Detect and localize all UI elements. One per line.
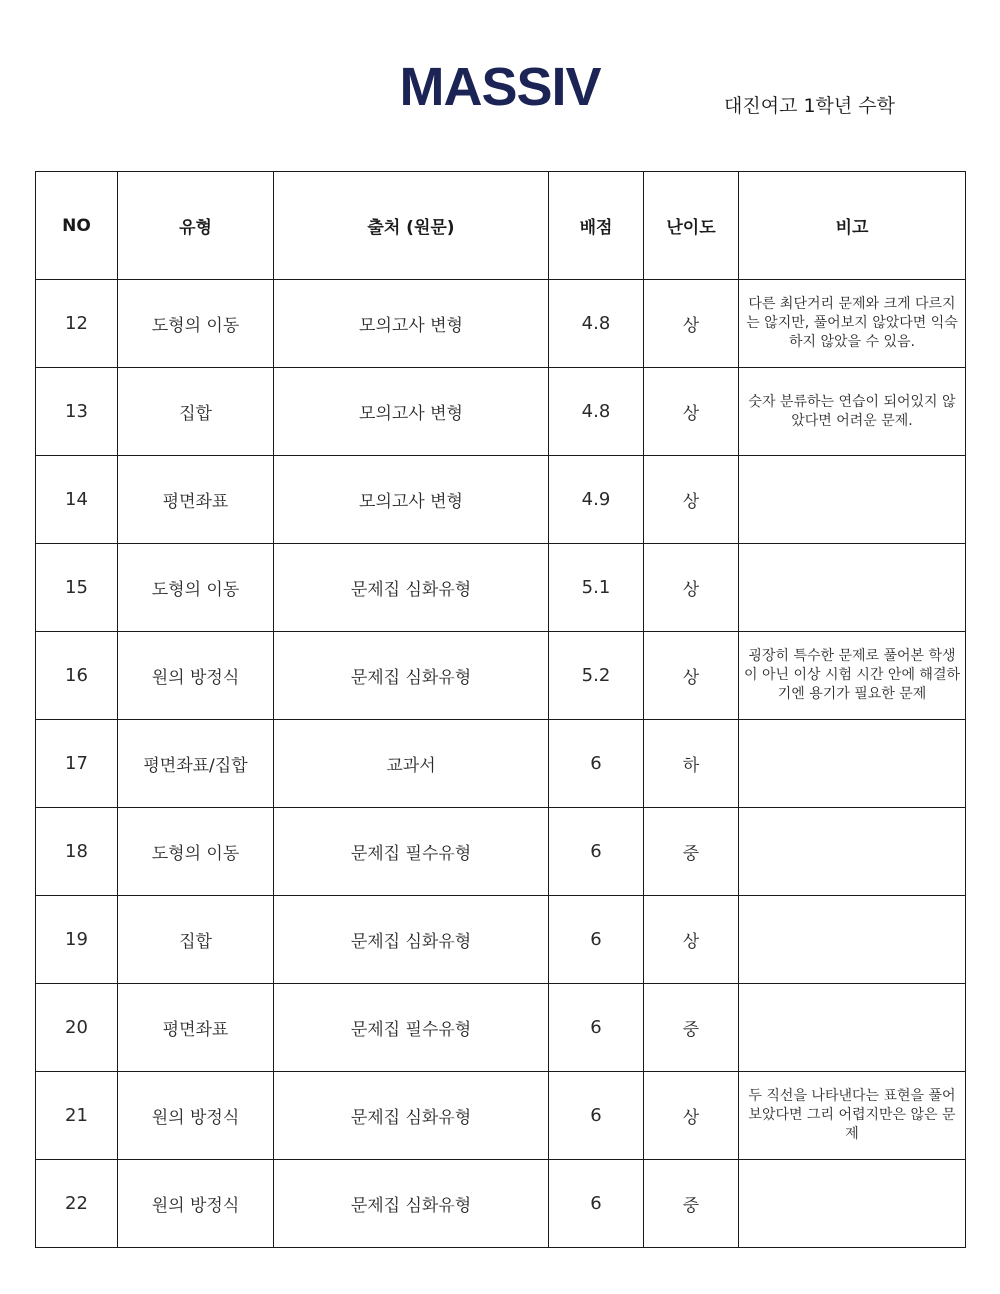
cell-no: 16 xyxy=(36,632,118,720)
table-row xyxy=(36,456,966,544)
cell-score: 6 xyxy=(549,896,644,984)
table-row xyxy=(36,1072,966,1160)
cell-note: 숫자 분류하는 연습이 되어있지 않았다면 어려운 문제. xyxy=(739,368,966,456)
cell-no: 21 xyxy=(36,1072,118,1160)
cell-note xyxy=(739,808,966,896)
cell-difficulty: 중 xyxy=(644,1160,739,1248)
cell-no: 18 xyxy=(36,808,118,896)
cell-difficulty: 상 xyxy=(644,368,739,456)
cell-note: 굉장히 특수한 문제로 풀어본 학생이 아닌 이상 시험 시간 안에 해결하기엔 용기가 필요한 문제 xyxy=(739,632,966,720)
cell-note: 다른 최단거리 문제와 크게 다르지는 않지만, 풀어보지 않았다면 익숙하지 않았을 수 있음. xyxy=(739,280,966,368)
cell-source: 문제집 심화유형 xyxy=(274,1160,549,1248)
cell-difficulty: 하 xyxy=(644,720,739,808)
document-subtitle: 대진여고 1학년 수학 xyxy=(724,95,895,117)
cell-type: 원의 방정식 xyxy=(118,632,274,720)
table-row xyxy=(36,1160,966,1248)
cell-score: 5.2 xyxy=(549,632,644,720)
cell-note xyxy=(739,456,966,544)
cell-source: 교과서 xyxy=(274,720,549,808)
cell-score: 4.8 xyxy=(549,280,644,368)
cell-difficulty: 중 xyxy=(644,808,739,896)
brand-logo: MASSIV xyxy=(399,57,601,117)
cell-difficulty: 상 xyxy=(644,280,739,368)
cell-source: 문제집 심화유형 xyxy=(274,1072,549,1160)
cell-no: 13 xyxy=(36,368,118,456)
cell-type: 평면좌표 xyxy=(118,984,274,1072)
cell-note: 두 직선을 나타낸다는 표현을 풀어보았다면 그리 어렵지만은 않은 문제 xyxy=(739,1072,966,1160)
cell-difficulty: 상 xyxy=(644,544,739,632)
cell-score: 6 xyxy=(549,720,644,808)
cell-type: 도형의 이동 xyxy=(118,544,274,632)
cell-source: 문제집 심화유형 xyxy=(274,632,549,720)
cell-score: 6 xyxy=(549,984,644,1072)
table-row xyxy=(36,808,966,896)
cell-no: 22 xyxy=(36,1160,118,1248)
cell-score: 5.1 xyxy=(549,544,644,632)
table-row xyxy=(36,984,966,1072)
table-row xyxy=(36,368,966,456)
cell-no: 19 xyxy=(36,896,118,984)
cell-score: 6 xyxy=(549,808,644,896)
cell-score: 6 xyxy=(549,1072,644,1160)
cell-difficulty: 상 xyxy=(644,456,739,544)
cell-type: 집합 xyxy=(118,368,274,456)
cell-type: 평면좌표 xyxy=(118,456,274,544)
cell-source: 문제집 필수유형 xyxy=(274,984,549,1072)
cell-type: 도형의 이동 xyxy=(118,280,274,368)
column-header-note: 비고 xyxy=(739,172,966,280)
cell-difficulty: 상 xyxy=(644,1072,739,1160)
cell-difficulty: 상 xyxy=(644,896,739,984)
cell-source: 모의고사 변형 xyxy=(274,368,549,456)
column-header-difficulty: 난이도 xyxy=(644,172,739,280)
table-row xyxy=(36,280,966,368)
column-header-no: NO xyxy=(36,172,118,280)
column-header-type: 유형 xyxy=(118,172,274,280)
cell-no: 17 xyxy=(36,720,118,808)
cell-note xyxy=(739,896,966,984)
cell-source: 문제집 필수유형 xyxy=(274,808,549,896)
table-row xyxy=(36,544,966,632)
table-header-row xyxy=(36,172,966,280)
cell-note xyxy=(739,544,966,632)
cell-type: 평면좌표/집합 xyxy=(118,720,274,808)
cell-type: 집합 xyxy=(118,896,274,984)
column-header-source: 출처 (원문) xyxy=(274,172,549,280)
cell-source: 문제집 심화유형 xyxy=(274,544,549,632)
cell-note xyxy=(739,984,966,1072)
cell-no: 20 xyxy=(36,984,118,1072)
cell-difficulty: 상 xyxy=(644,632,739,720)
exam-analysis-table xyxy=(35,171,966,1248)
cell-source: 모의고사 변형 xyxy=(274,456,549,544)
table-row xyxy=(36,720,966,808)
cell-source: 모의고사 변형 xyxy=(274,280,549,368)
cell-score: 6 xyxy=(549,1160,644,1248)
cell-difficulty: 중 xyxy=(644,984,739,1072)
table-row xyxy=(36,896,966,984)
cell-no: 14 xyxy=(36,456,118,544)
cell-type: 도형의 이동 xyxy=(118,808,274,896)
cell-score: 4.9 xyxy=(549,456,644,544)
cell-type: 원의 방정식 xyxy=(118,1072,274,1160)
cell-type: 원의 방정식 xyxy=(118,1160,274,1248)
column-header-score: 배점 xyxy=(549,172,644,280)
table-row xyxy=(36,632,966,720)
cell-source: 문제집 심화유형 xyxy=(274,896,549,984)
cell-note xyxy=(739,720,966,808)
cell-no: 15 xyxy=(36,544,118,632)
cell-score: 4.8 xyxy=(549,368,644,456)
cell-note xyxy=(739,1160,966,1248)
cell-no: 12 xyxy=(36,280,118,368)
